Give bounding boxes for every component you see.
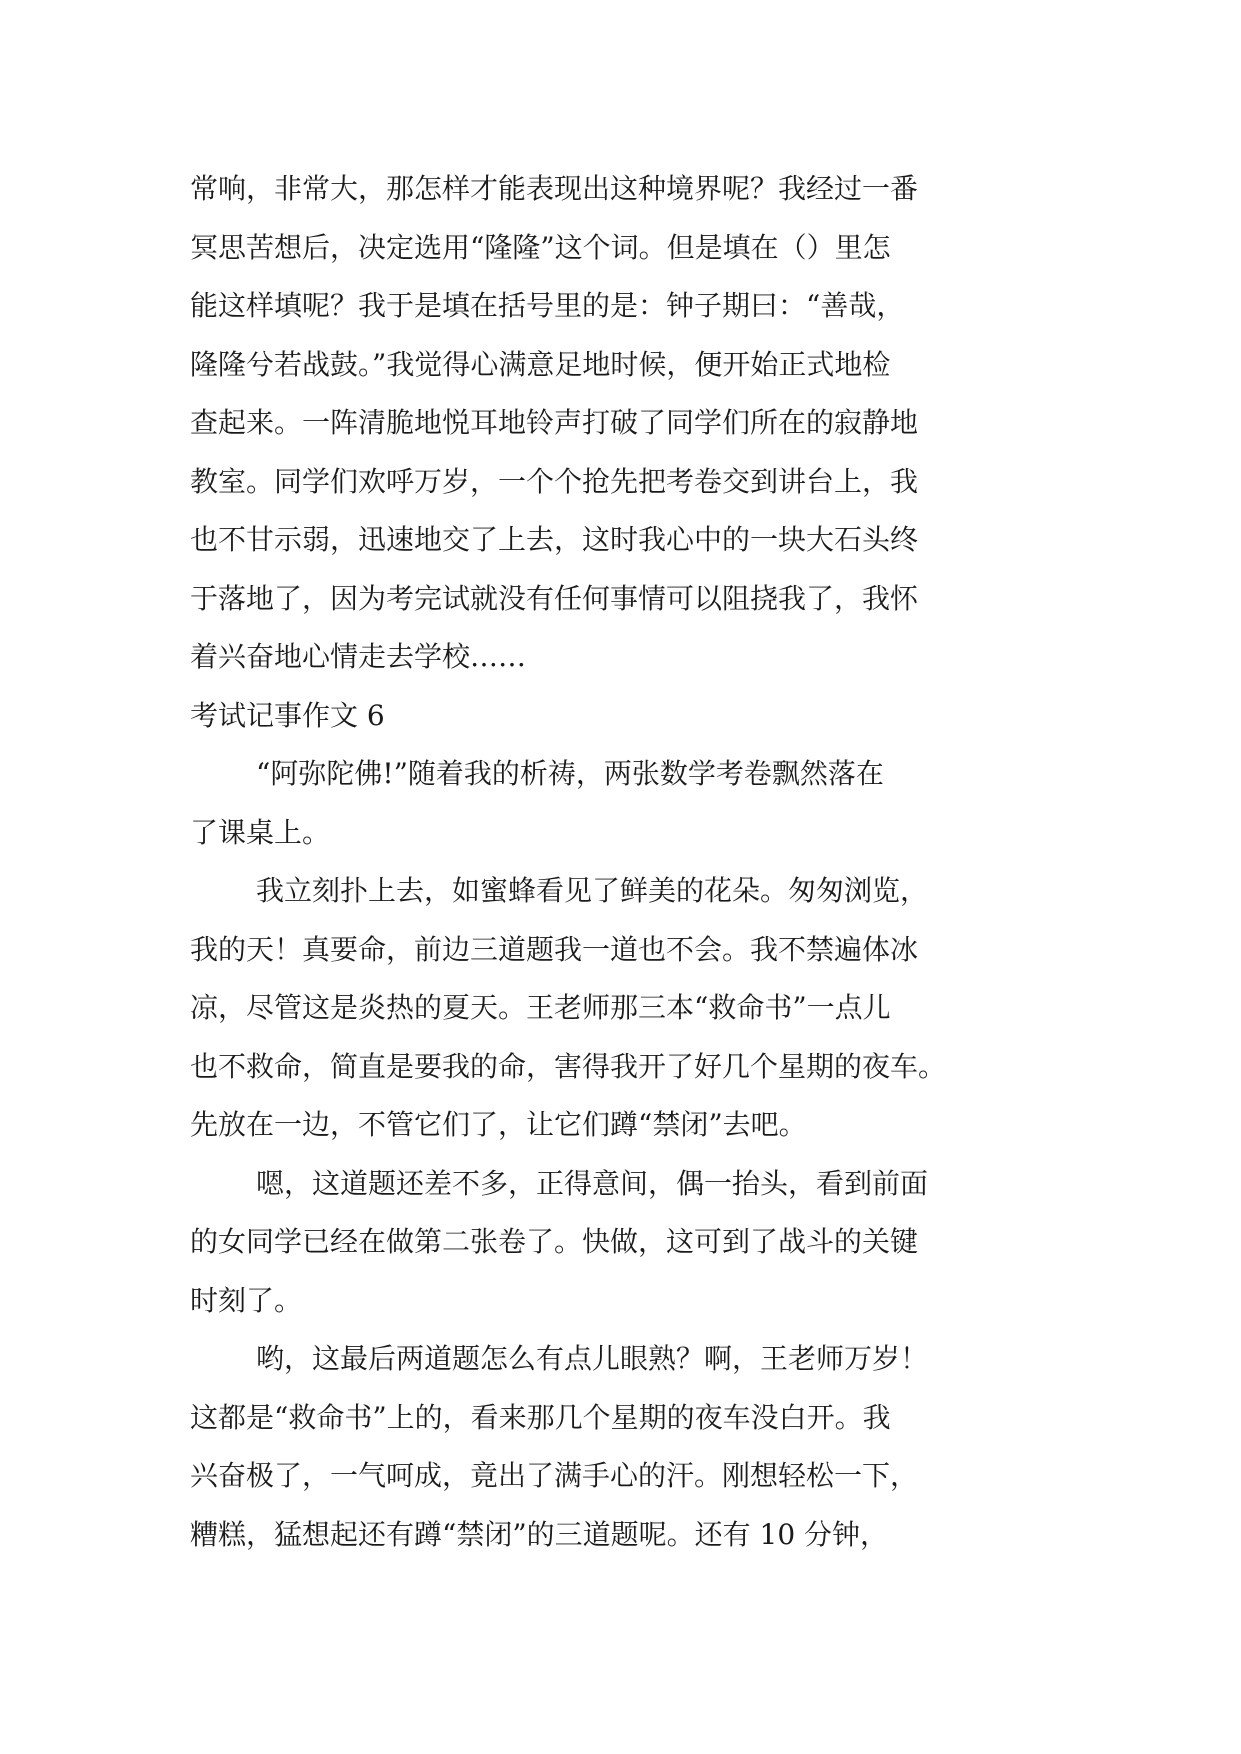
essay-body <box>190 160 1050 1564</box>
text-line: 也不甘示弱，迅速地交了上去，这时我心中的一块大石头终 <box>190 523 919 556</box>
section-heading: 考试记事作文 6 <box>190 698 385 732</box>
text-line: 也不救命，简直是要我的命，害得我开了好几个星期的夜车。 <box>190 1049 947 1083</box>
text-line: 于落地了，因为考完试就没有任何事情可以阻挠我了，我怀 <box>190 581 919 615</box>
text-line: 我的天！真要命，前边三道题我一道也不会。我不禁遍体冰 <box>190 932 919 966</box>
text-line: 隆隆兮若战鼓。”我觉得心满意足地时候，便开始正式地检 <box>190 347 891 381</box>
text-line: 这都是“救命书”上的，看来那几个星期的夜车没白开。我 <box>190 1400 891 1434</box>
text-line: 冥思苦想后，决定选用“隆隆”这个词。但是填在（）里怎 <box>190 230 891 264</box>
text-line: 着兴奋地心情走去学校…… <box>190 640 527 673</box>
text-line: 能这样填呢？我于是填在括号里的是：钟子期曰：“善哉， <box>190 289 905 322</box>
paragraph-start-line: “阿弥陀佛!”随着我的析祷，两张数学考卷飘然落在 <box>256 757 884 790</box>
text-line: 查起来。一阵清脆地悦耳地铃声打破了同学们所在的寂静地 <box>190 406 919 439</box>
text-line: 凉，尽管这是炎热的夏天。王老师那三本“救命书”一点儿 <box>190 991 891 1024</box>
paragraph-start-line: 嗯，这道题还差不多，正得意间，偶一抬头，看到前面 <box>256 1166 929 1200</box>
text-line: 教室。同学们欢呼万岁，一个个抢先把考卷交到讲台上，我 <box>190 464 919 498</box>
text-line: 先放在一边，不管它们了，让它们蹲“禁闭”去吧。 <box>190 1108 807 1141</box>
paragraph-start-line: 哟，这最后两道题怎么有点儿眼熟？啊，王老师万岁！ <box>256 1342 929 1375</box>
text-line: 兴奋极了，一气呵成，竟出了满手心的汗。刚想轻松一下， <box>190 1459 919 1492</box>
text-line: 了课桌上。 <box>190 815 331 849</box>
paragraph-start-line: 我立刻扑上去，如蜜蜂看见了鲜美的花朵。匆匆浏览， <box>256 874 929 907</box>
text-line: 的女同学已经在做第二张卷了。快做，这可到了战斗的关键 <box>190 1225 919 1258</box>
text-line: 时刻了。 <box>190 1283 303 1317</box>
text-line: 常响，非常大，那怎样才能表现出这种境界呢？我经过一番 <box>190 172 919 205</box>
text-line: 糟糕，猛想起还有蹲“禁闭”的三道题呢。还有 10 分钟， <box>190 1517 889 1551</box>
